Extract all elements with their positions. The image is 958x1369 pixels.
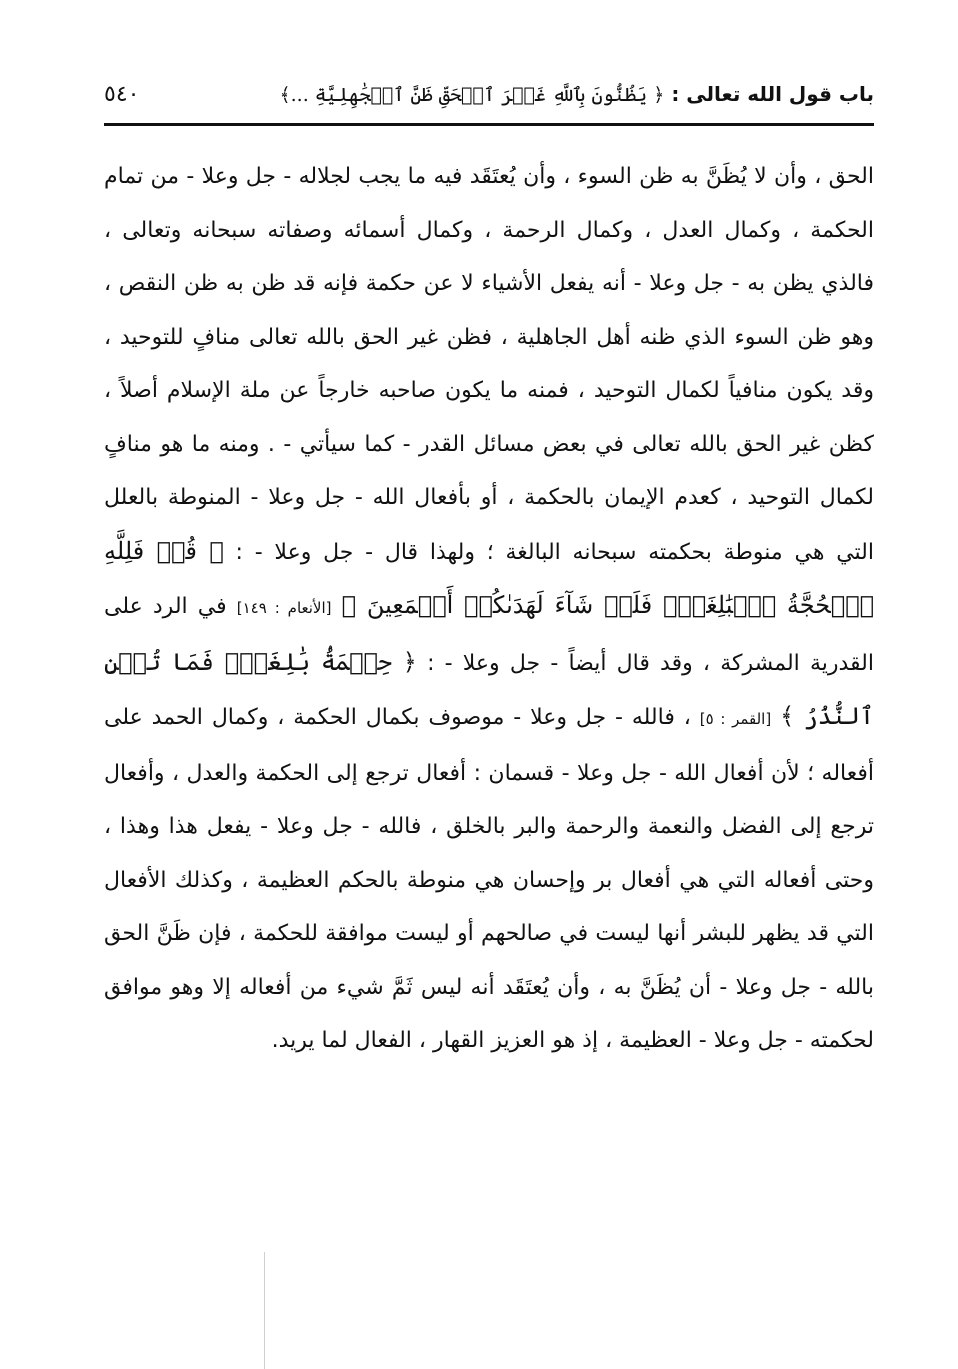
- page-header: [104, 72, 874, 122]
- scan-fold-line: [264, 1252, 265, 1369]
- body-text-segment: في الرد على القدرية المشركة ، وقد قال أيضاً - جل وعلا - :: [104, 594, 874, 676]
- page-number: ٥٤٠: [104, 82, 140, 107]
- body-paragraph: [104, 150, 874, 1068]
- body-text-segment: الحق ، وأن لا يُظَنَّ به ظن السوء ، وأن يُعتَقَد فيه ما يجب لجلاله - جل وعلا - من تمام الحكمة ، وكمال العدل ، وكمال الرحمة ، وكمال أسمائه وصفاته سبحانه وتعالى ، فالذي يظن به - جل وعلا - أنه يفعل الأشياء لا عن حكمة فإنه قد ظن به ظن النقص ، وهو ظن السوء الذي ظنه أهل الجاهلية ، فظن غير الحق بالله تعالى منافٍ للتوحيد ، وقد يكون منافياً لكمال التوحيد ، فمنه ما يكون صاحبه خارجاً عن ملة الإسلام أصلاً ، كظن غير الحق بالله تعالى في بعض مسائل القدر - كما سيأتي - . ومنه ما هو منافٍ لكمال التوحيد ، كعدم الإيمان بالحكمة ، أو بأفعال الله - جل وعلا - المنوطة بالعلل التي هي منوطة بحكمته سبحانه البالغة ؛ ولهذا قال - جل وعلا - :: [104, 164, 875, 565]
- header-divider: [104, 123, 874, 126]
- chapter-title-prefix: باب قول الله تعالى :: [671, 82, 874, 106]
- quran-verse: ﴿ حِكۡمَةُۢ بَٰلِغَةٞۖ فَمَا تُغۡنِ ٱلنُّذُرُ ﴾: [104, 647, 875, 730]
- body-text-segment: ، فالله - جل وعلا - موصوف بكمال الحكمة ، وكمال الحمد على أفعاله ؛ لأن أفعال الله - جل وعلا - قسمان : أفعال ترجع إلى الحكمة والعدل ، وأفعال ترجع إلى الفضل والنعمة والرحمة والبر بالخلق ، فالله - جل وعلا - يفعل هذا وهذا ، وحتى أفعاله التي هي أفعال بر وإحسان هي منوطة بالحكم العظيمة ، وكذلك الأفعال التي قد يظهر للبشر أنها ليست في صالحهم أو ليست موافقة للحكمة ، فإن ظَنَّ الحق بالله - جل وعلا - أن يُظَنَّ به ، وأن يُعتَقَد أنه ليس ثَمَّ شيء من أفعاله إلا وهو موافق لحكمته - جل وعلا - العظيمة ، إذ هو العزيز القهار ، الفعال لما يريد.: [104, 705, 874, 1053]
- chapter-title: [279, 82, 874, 106]
- quran-verse: ﴿ قُلۡ فَلِلَّهِ ٱلۡحُجَّةُ ٱلۡبَٰلِغَةُۖ فَلَوۡ شَآءَ لَهَدَىٰكُمۡ أَجۡمَعِينَ ﴾: [104, 536, 874, 619]
- verse-reference: [القمر : ٥]: [699, 710, 772, 728]
- chapter-title-verse: ﴿ يَظُنُّونَ بِٱللَّهِ غَيۡرَ ٱلۡحَقِّ ظَنَّ ٱلۡجَٰهِلِيَّةِ ...﴾: [279, 84, 665, 106]
- verse-reference: [الأنعام : ١٤٩]: [236, 599, 332, 617]
